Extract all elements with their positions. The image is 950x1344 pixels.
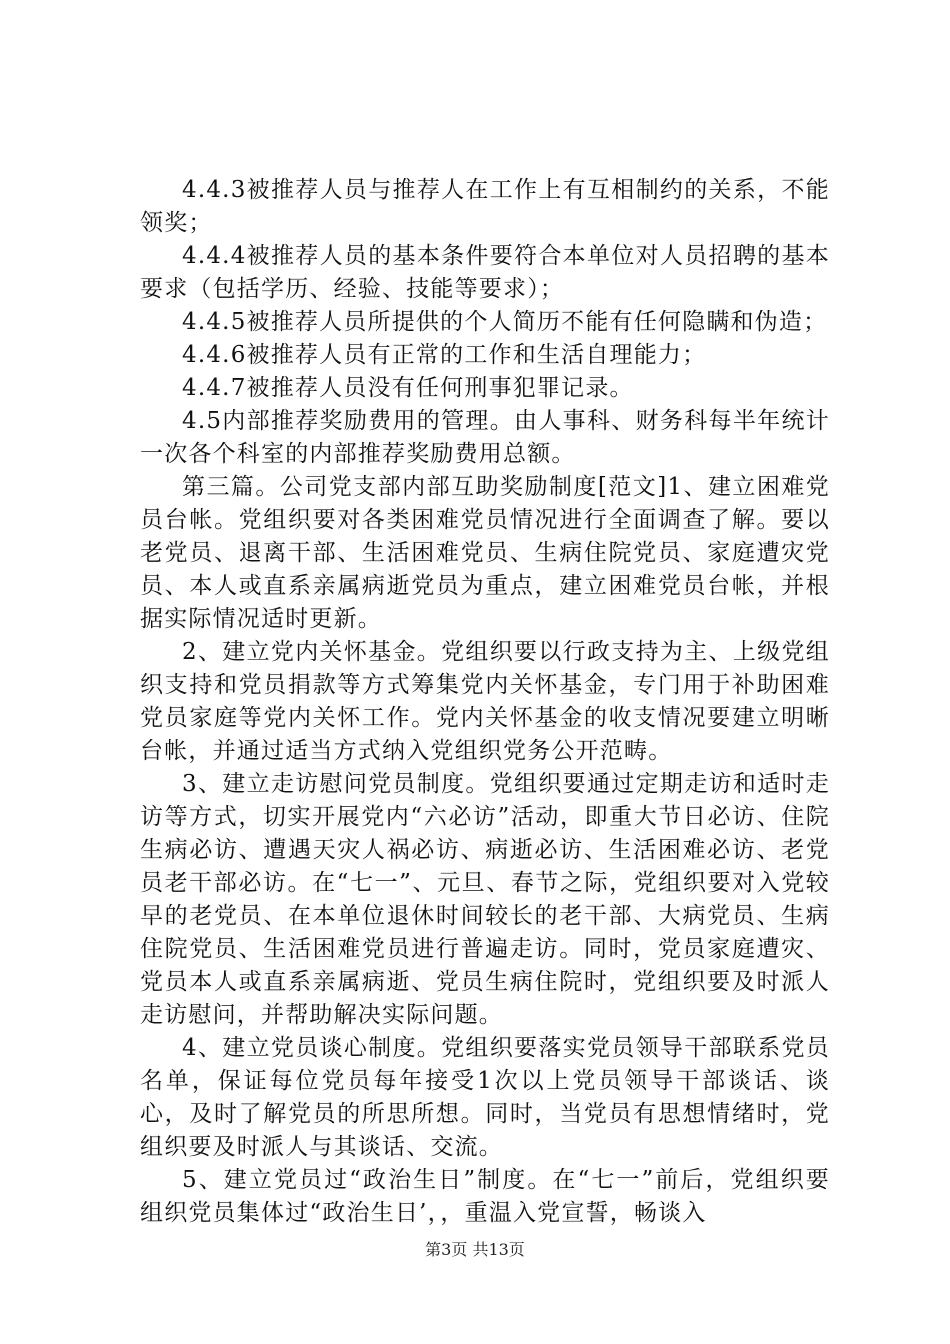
paragraph-section-3-item-1: 第三篇。公司党支部内部互助奖励制度[范文]1、建立困难党员台帐。党组织要对各类困难党员情况进行全面调查了解。要以老党员、退离干部、生活困难党员、生病住院党员、家庭遭灾党员、本人或直系亲属病逝党员为重点，建立困难党员台帐，并根据实际情况适时更新。 xyxy=(140,474,830,632)
paragraph-item-3: 3、建立走访慰问党员制度。党组织要通过定期走访和适时走访等方式，切实开展党内“六必访”活动，即重大节日必访、住院生病必访、遭遇天灾人祸必访、病逝必访、生活困难必访、老党员老干部必访。在“七一”、元旦、春节之际，党组织要对入党较早的老党员、在本单位退休时间较长的老干部、大病党员、生病住院党员、生活困难党员进行普遍走访。同时，党员家庭遭灾、党员本人或直系亲属病逝、党员生病住院时，党组织要及时派人走访慰问，并帮助解决实际问题。 xyxy=(140,771,830,1028)
paragraph-4-4-3: 4.4.3被推荐人员与推荐人在工作上有互相制约的关系，不能领奖； xyxy=(140,177,830,236)
paragraph-4-4-4: 4.4.4被推荐人员的基本条件要符合本单位对人员招聘的基本要求（包括学历、经验、技能等要求）； xyxy=(140,243,830,302)
paragraph-4-4-6: 4.4.6被推荐人员有正常的工作和生活自理能力； xyxy=(182,342,707,368)
paragraph-4-5: 4.5内部推荐奖励费用的管理。由人事科、财务科每半年统计一次各个科室的内部推荐奖励费用总额。 xyxy=(140,408,830,467)
paragraph-4-4-5: 4.4.5被推荐人员所提供的个人简历不能有任何隐瞒和伪造； xyxy=(182,309,828,335)
paragraph-item-2: 2、建立党内关怀基金。党组织要以行政支持为主、上级党组织支持和党员捐款等方式筹集党内关怀基金，专门用于补助困难党员家庭等党内关怀工作。党内关怀基金的收支情况要建立明晰台帐，并通过适当方式纳入党组织党务公开范畴。 xyxy=(140,639,830,764)
paragraph-item-5: 5、建立党员过“政治生日”制度。在“七一”前后，党组织要组织党员集体过“政治生日’，，重温入党宣誓，畅谈入 xyxy=(140,1167,830,1226)
document-body xyxy=(140,174,830,1230)
paragraph-item-4: 4、建立党员谈心制度。党组织要落实党员领导干部联系党员名单，保证每位党员每年接受1次以上党员领导干部谈话、谈心，及时了解党员的所思所想。同时，当党员有思想情绪时，党组织要及时派人与其谈话、交流。 xyxy=(140,1035,830,1160)
paragraph-4-4-7: 4.4.7被推荐人员没有任何刑事犯罪记录。 xyxy=(182,375,634,401)
page-footer: 第3页 共13页 xyxy=(425,1240,525,1259)
